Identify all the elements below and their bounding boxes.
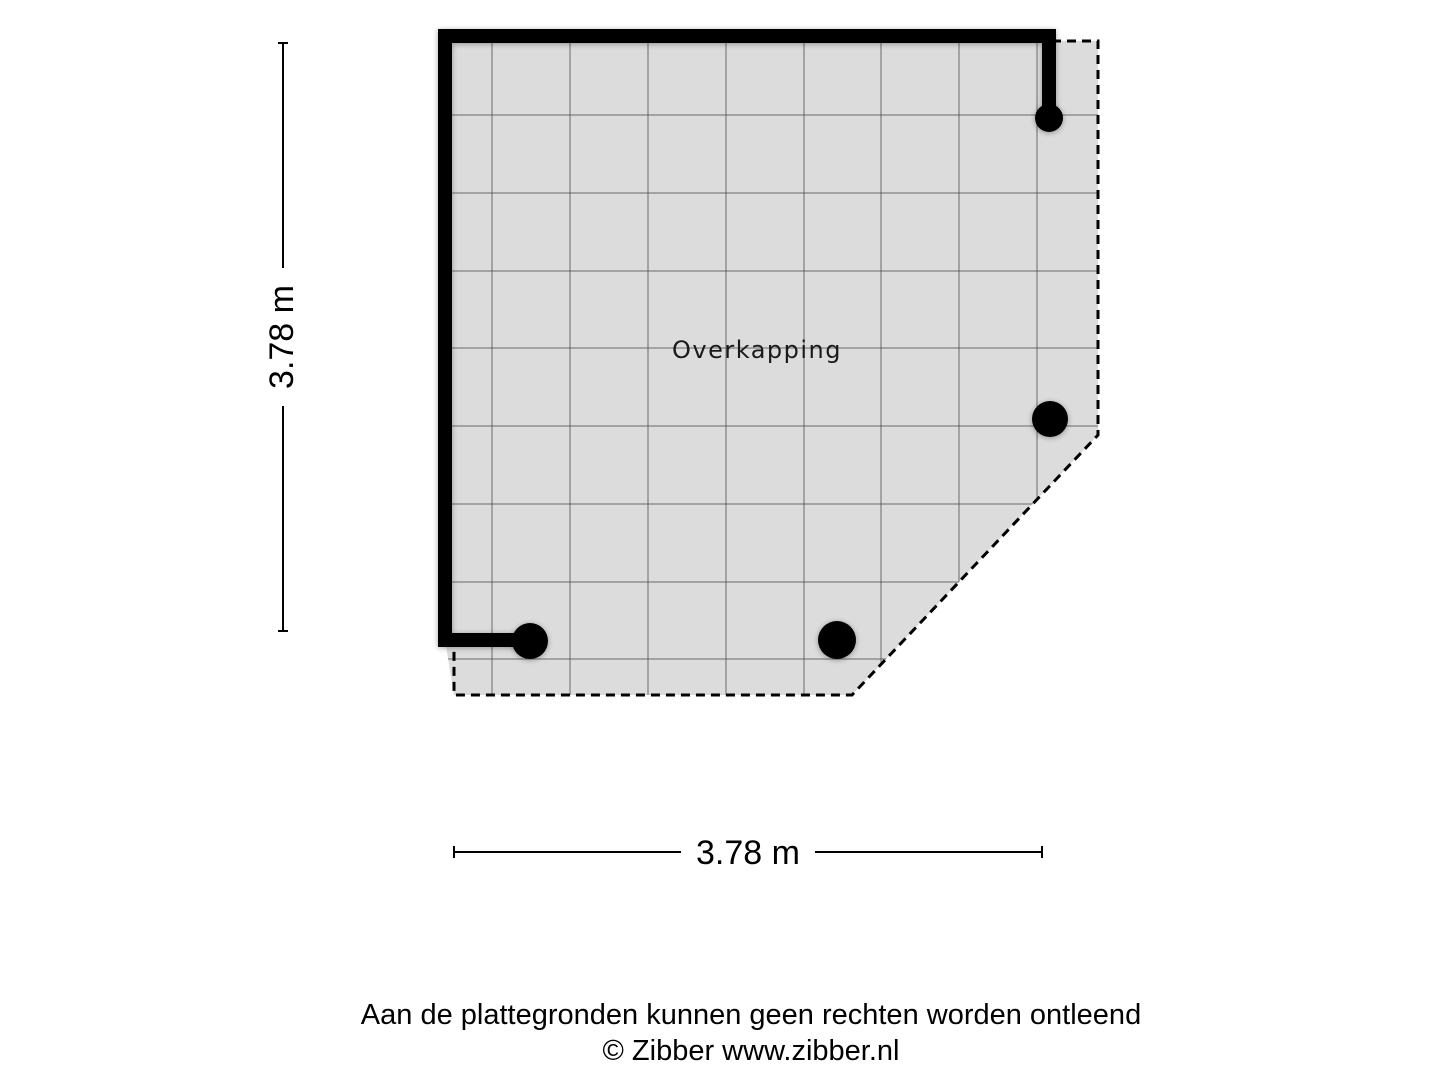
post-right xyxy=(1032,401,1068,437)
width-dimension-label: 3.78 m xyxy=(696,834,800,872)
post-bottom-left xyxy=(512,623,548,659)
floor-area xyxy=(445,36,1098,695)
post-top-right xyxy=(1035,104,1063,132)
copyright-text: © Zibber www.zibber.nl xyxy=(602,1035,900,1067)
post-bottom-middle xyxy=(818,621,856,659)
height-dimension-label: 3.78 m xyxy=(262,285,301,389)
disclaimer-text: Aan de plattegronden kunnen geen rechten worden ontleend xyxy=(360,999,1142,1031)
room-label: Overkapping xyxy=(672,336,842,364)
